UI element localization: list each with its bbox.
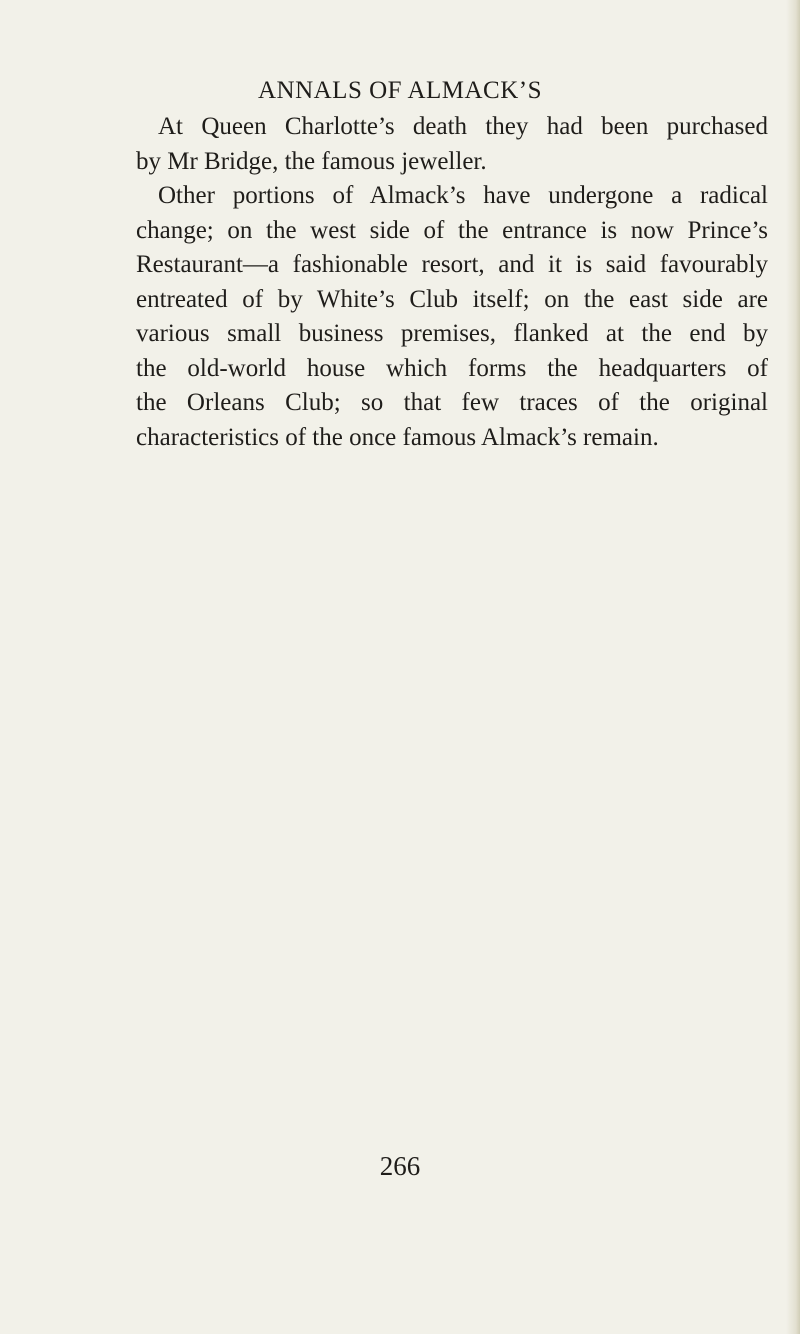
text-line: Restaurant—a fashionable resort, and it is said favourably [136, 251, 768, 278]
page-edge [786, 0, 800, 1334]
text-line: the Orleans Club; so that few traces of the original [136, 389, 768, 416]
text-line: At Queen Charlotte’s death they had been purchased [158, 113, 768, 140]
text-line: entreated of by White’s Club itself; on the east side are [136, 285, 768, 313]
text-line: change; on the west side of the entrance is now Prince’s [136, 216, 768, 244]
running-head: ANNALS OF ALMACK’S [257, 77, 543, 104]
text-line: characteristics of the once famous Almack’s remain. [136, 423, 659, 451]
text-line: Other portions of Almack’s have undergone a radical [158, 182, 768, 209]
text-line: by Mr Bridge, the famous jeweller. [136, 147, 487, 175]
body-text [136, 110, 768, 455]
text-line: various small business premises, flanked at the end by [136, 320, 768, 347]
text-line: the old-world house which forms the headquarters of [136, 354, 768, 382]
page-number: 266 [379, 1151, 421, 1181]
